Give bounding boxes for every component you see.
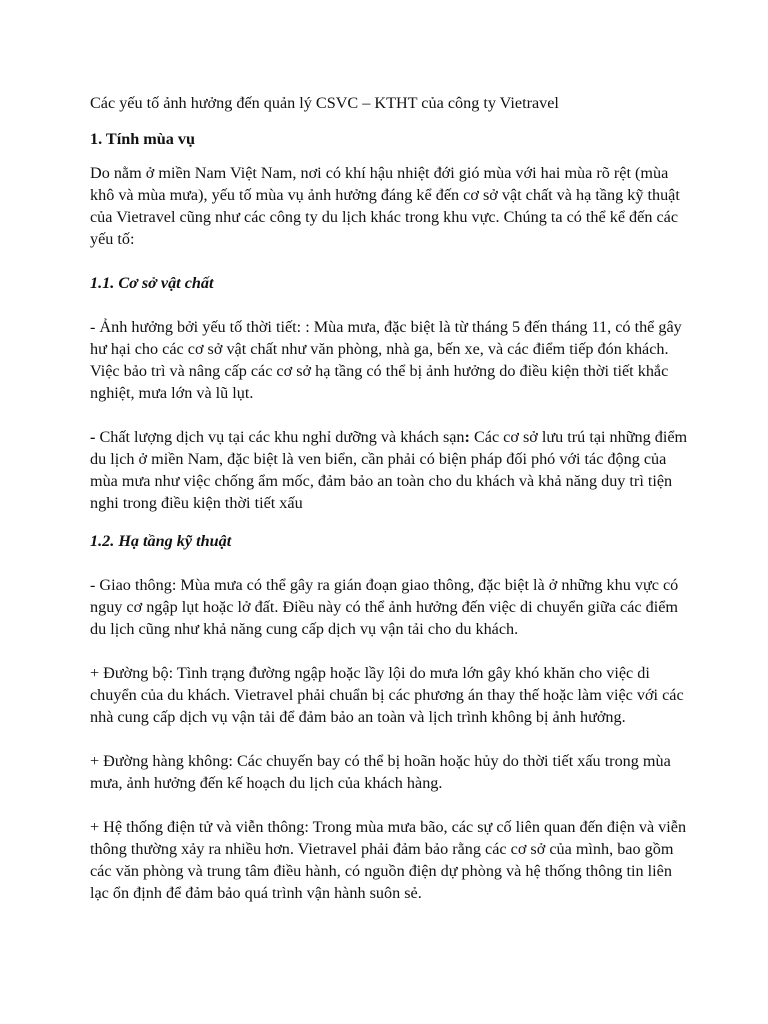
paragraph-2-rest: Các cơ sở lưu trú tại những điểm du lịch ở miền Nam, đặc biệt là ven biển, cần phải có biện pháp đối phó với tác động của mùa mưa như việc chống ẩm mốc, đảm bảo an toàn cho du khách và khả năng duy trì tiện nghi trong điều kiện thời tiết xấu — [90, 428, 688, 512]
subsection-1-2-paragraph-1: - Giao thông: Mùa mưa có thể gây ra gián đoạn giao thông, đặc biệt là ở những khu vực có nguy cơ ngập lụt hoặc lở đất. Điều này có thể ảnh hưởng đến việc di chuyển giữa các điểm du lịch cũng như khả năng cung cấp dịch vụ vận tải cho du khách. — [90, 576, 679, 638]
subsection-1-1-paragraph-2 — [90, 426, 690, 514]
paragraph-2-body: Chất lượng dịch vụ tại các khu nghỉ dưỡng và khách sạn — [95, 428, 465, 446]
document-title: Các yếu tố ảnh hưởng đến quản lý CSVC – KTHT của công ty Vietravel — [90, 94, 559, 112]
subsection-1-1-heading: 1.1. Cơ sở vật chất — [90, 274, 214, 292]
document-page — [90, 92, 690, 926]
subsection-1-2-heading: 1.2. Hạ tầng kỹ thuật — [90, 532, 232, 550]
section-1-intro: Do nằm ở miền Nam Việt Nam, nơi có khí hậu nhiệt đới gió mùa với hai mùa rõ rệt (mùa khô và mùa mưa), yếu tố mùa vụ ảnh hưởng đáng kể đến cơ sở vật chất và hạ tầng kỹ thuật của Vietravel cũng như các công ty du lịch khác trong khu vực. Chúng ta có thể kể đến các yếu tố: — [90, 164, 680, 248]
subsection-1-2-paragraph-3: + Đường hàng không: Các chuyến bay có thể bị hoãn hoặc hủy do thời tiết xấu trong mùa mưa, ảnh hưởng đến kế hoạch du lịch của khách hàng. — [90, 752, 671, 792]
subsection-1-1-paragraph-1: - Ảnh hưởng bởi yếu tố thời tiết: : Mùa mưa, đặc biệt là từ tháng 5 đến tháng 11, có thể gây hư hại cho các cơ sở vật chất như văn phòng, nhà ga, bến xe, và các điểm tiếp đón khách. Việc bảo trì và nâng cấp các cơ sở hạ tầng có thể bị ảnh hưởng do điều kiện thời tiết khắc nghiệt, mưa lớn và lũ lụt. — [90, 318, 682, 402]
section-1-heading: 1. Tính mùa vụ — [90, 130, 195, 148]
paragraph-2-dash: - — [90, 428, 96, 446]
subsection-1-2-paragraph-4: + Hệ thống điện tử và viễn thông: Trong mùa mưa bão, các sự cố liên quan đến điện và viễn thông thường xảy ra nhiều hơn. Vietravel phải đảm bảo rằng các cơ sở của mình, bao gồm các văn phòng và trung tâm điều hành, có nguồn điện dự phòng và hệ thống thông tin liên lạc ổn định để đảm bảo quá trình vận hành suôn sẻ. — [90, 818, 687, 902]
subsection-1-2-paragraph-2: + Đường bộ: Tình trạng đường ngập hoặc lầy lội do mưa lớn gây khó khăn cho việc di chuyển của du khách. Vietravel phải chuẩn bị các phương án thay thế hoặc làm việc với các nhà cung cấp dịch vụ vận tải để đảm bảo an toàn và lịch trình không bị ảnh hưởng. — [90, 664, 684, 726]
paragraph-2-colon: : — [464, 428, 470, 446]
